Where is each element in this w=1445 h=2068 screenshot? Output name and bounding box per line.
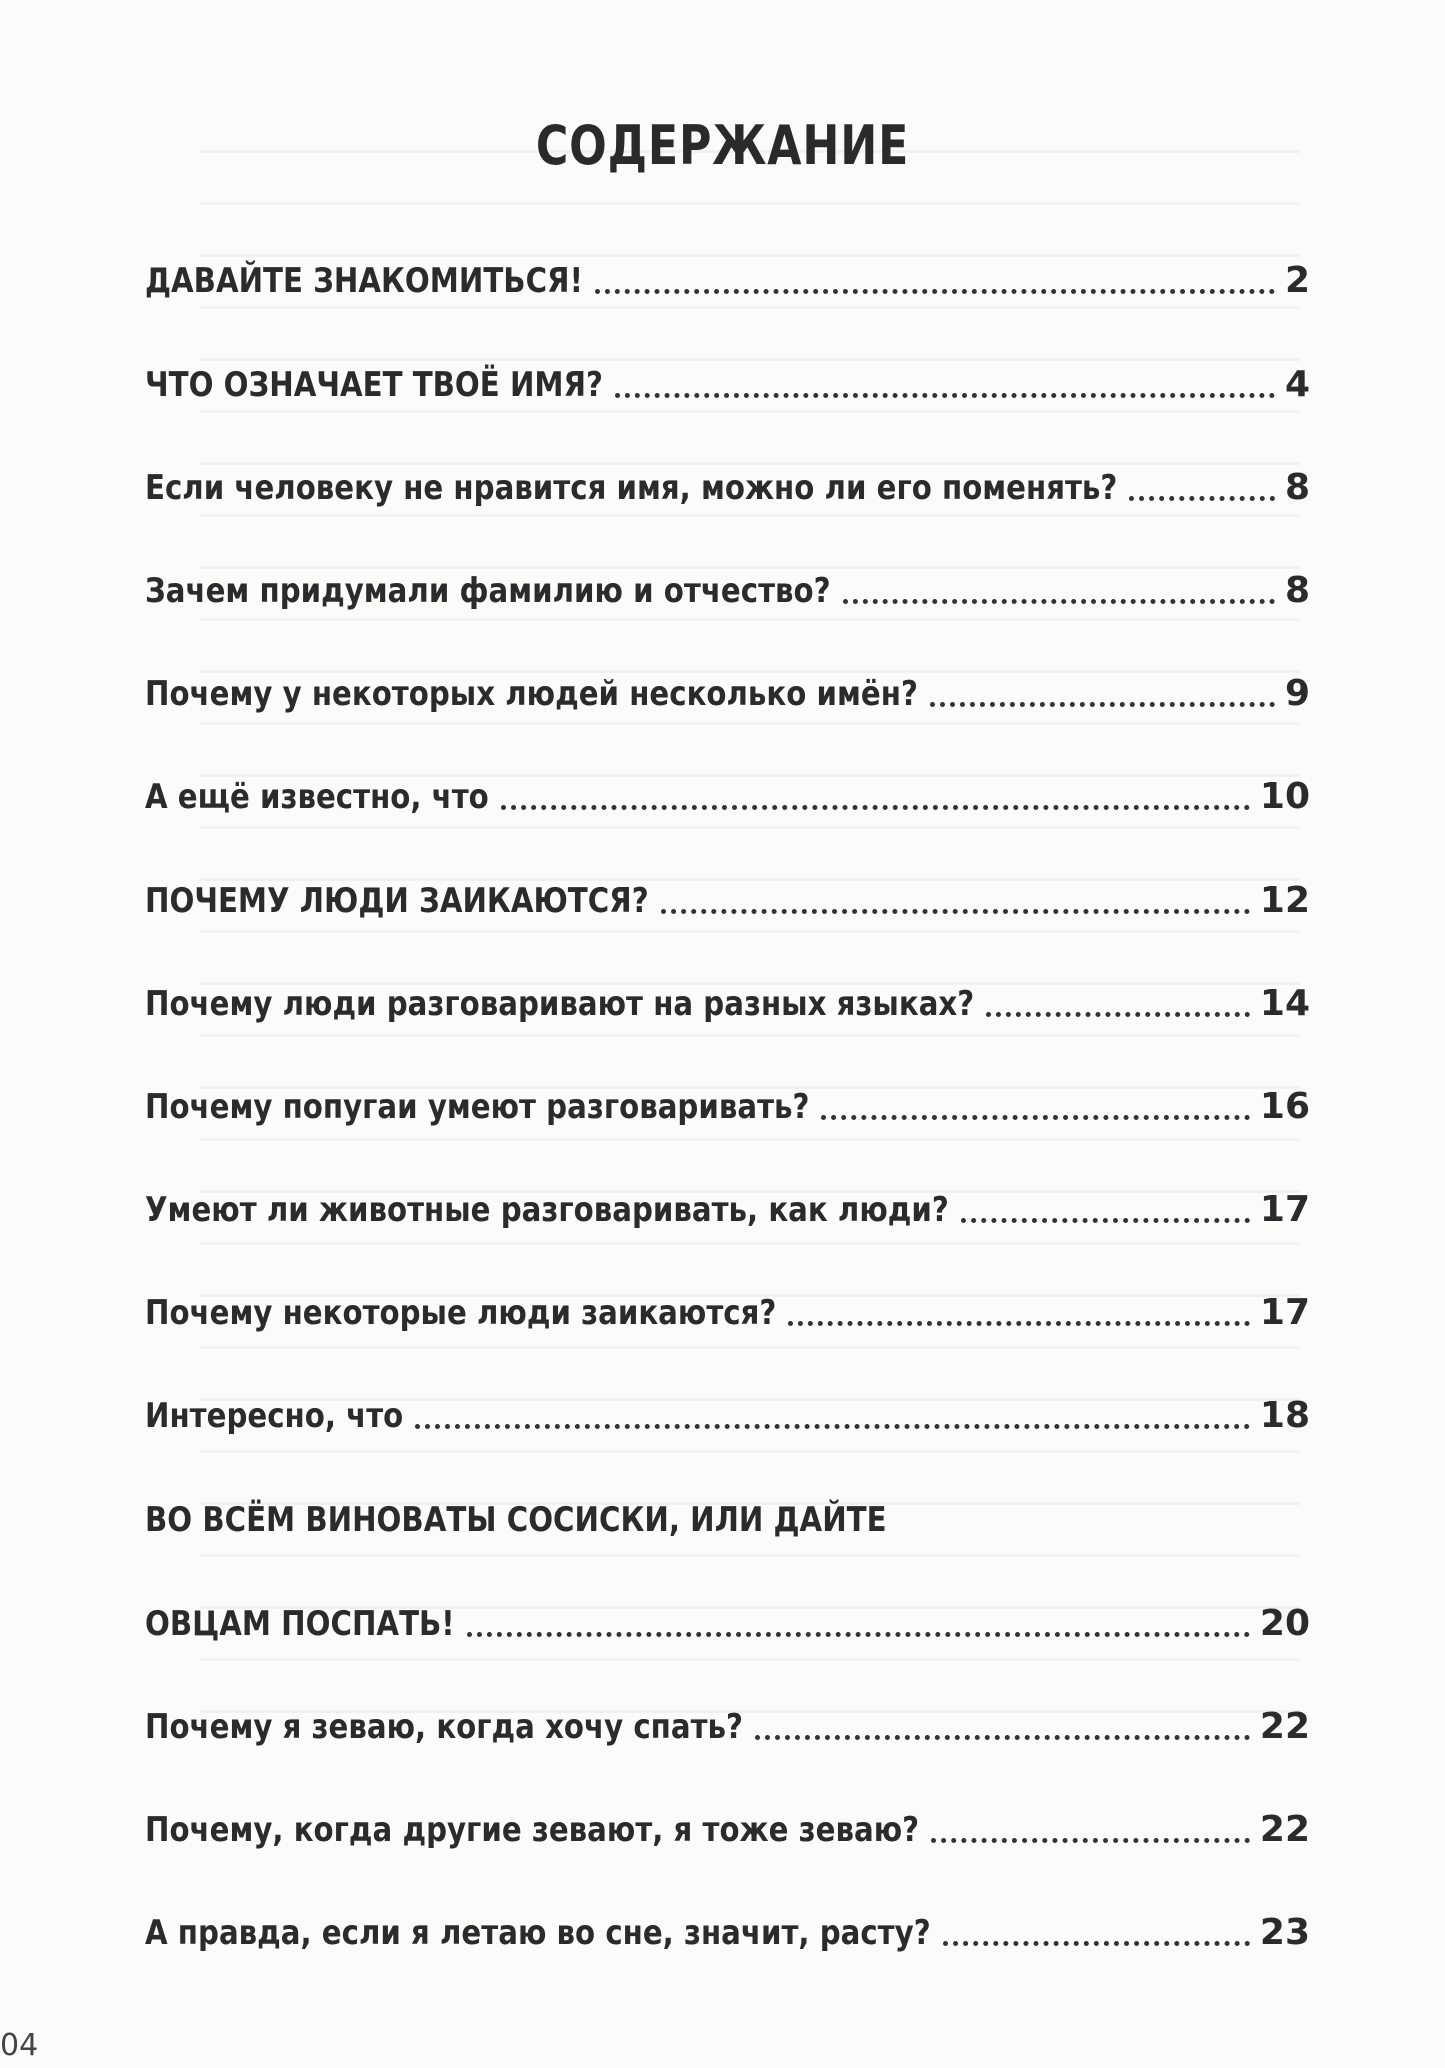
toc-entry-page: 2 <box>1284 260 1310 301</box>
toc-entry-page: 14 <box>1259 983 1310 1024</box>
toc-entry-yawn-sleepy[interactable] <box>145 1689 1310 1749</box>
toc-entry-page: 20 <box>1259 1603 1310 1644</box>
toc-entry-page: 12 <box>1259 880 1310 921</box>
dot-leader <box>661 909 1250 914</box>
dot-leader <box>821 1115 1249 1120</box>
toc-entry-page: 10 <box>1259 776 1310 817</box>
toc-entry-title: Интересно, что <box>145 1396 404 1436</box>
toc-entry-surname-patronymic[interactable] <box>145 553 1310 613</box>
toc-entry-title: Почему у некоторых людей несколько имён? <box>145 674 918 714</box>
toc-entry-title: Почему я зеваю, когда хочу спать? <box>145 1707 743 1747</box>
toc-entry-page: 18 <box>1259 1395 1310 1436</box>
toc-entry-sausages-line2[interactable] <box>145 1586 1310 1646</box>
toc-entry-title: Почему люди разговаривают на разных языках? <box>145 984 975 1024</box>
toc-entry-page: 17 <box>1259 1189 1310 1230</box>
toc-entry-title: ОВЦАМ ПОСПАТЬ! <box>145 1604 455 1644</box>
toc-entry-page: 16 <box>1259 1086 1310 1127</box>
toc-entry-different-languages[interactable] <box>145 966 1310 1026</box>
toc-entry-title: ВО ВСЁМ ВИНОВАТЫ СОСИСКИ, ИЛИ ДАЙТЕ <box>145 1500 887 1540</box>
dot-leader <box>943 1941 1250 1946</box>
dot-leader <box>501 805 1250 810</box>
toc-entry-page: 22 <box>1259 1809 1310 1850</box>
toc-entry-several-names[interactable] <box>145 656 1310 716</box>
toc-entry-change-name[interactable] <box>145 450 1310 510</box>
dot-leader <box>961 1218 1250 1223</box>
dot-leader <box>930 702 1275 707</box>
toc-entry-title: Почему некоторые люди заикаются? <box>145 1293 777 1333</box>
toc-entry-flying-dreams[interactable] <box>145 1895 1310 1955</box>
toc-entry-title: Зачем придумали фамилию и отчество? <box>145 571 831 611</box>
toc-entry-parrots-talk[interactable] <box>145 1069 1310 1129</box>
toc-entry-page: 9 <box>1284 673 1310 714</box>
toc-entry-page: 8 <box>1284 570 1310 611</box>
dot-leader <box>615 393 1275 398</box>
toc-entry-title: Если человеку не нравится имя, можно ли его поменять? <box>145 468 1118 508</box>
toc-entry-getting-acquainted[interactable] <box>145 243 1310 303</box>
dot-leader <box>788 1321 1250 1326</box>
toc-entry-contagious-yawn[interactable] <box>145 1792 1310 1852</box>
dot-leader <box>595 289 1275 294</box>
toc-entry-page: 4 <box>1284 364 1310 405</box>
dot-leader <box>415 1424 1250 1429</box>
toc-entry-sausages-line1[interactable] <box>145 1482 1310 1542</box>
dot-leader <box>986 1012 1250 1017</box>
toc-entry-page: 23 <box>1259 1912 1310 1953</box>
toc-entry-interesting-that[interactable] <box>145 1378 1310 1438</box>
toc-entry-title: ЧТО ОЗНАЧАЕТ ТВОЁ ИМЯ? <box>145 365 603 405</box>
dot-leader <box>467 1632 1250 1637</box>
toc-entry-what-your-name-means[interactable] <box>145 347 1310 407</box>
toc-entry-why-people-stutter[interactable] <box>145 863 1310 923</box>
toc-entry-title: ДАВАЙТЕ ЗНАКОМИТЬСЯ! <box>145 261 583 301</box>
toc-entry-animals-talk[interactable] <box>145 1172 1310 1232</box>
dot-leader <box>843 599 1275 604</box>
toc-entry-page: 22 <box>1259 1706 1310 1747</box>
toc-entry-some-people-stutter[interactable] <box>145 1275 1310 1335</box>
toc-entry-title: Почему попугаи умеют разговаривать? <box>145 1087 810 1127</box>
toc-entry-title: ПОЧЕМУ ЛЮДИ ЗАИКАЮТСЯ? <box>145 881 649 921</box>
dot-leader <box>1129 496 1275 501</box>
footer-page-number: 04 <box>0 2028 39 2063</box>
toc-entry-page: 17 <box>1259 1292 1310 1333</box>
dot-leader <box>931 1838 1250 1843</box>
toc-entry-title: Почему, когда другие зевают, я тоже зеваю? <box>145 1810 920 1850</box>
dot-leader <box>755 1735 1250 1740</box>
toc-entry-title: Умеют ли животные разговаривать, как люди? <box>145 1190 949 1230</box>
toc-entry-also-known[interactable] <box>145 759 1310 819</box>
toc-entry-title: А ещё известно, что <box>145 777 489 817</box>
page-title: СОДЕРЖАНИЕ <box>535 114 910 178</box>
toc-entry-page: 8 <box>1284 467 1310 508</box>
toc-entry-title: А правда, если я летаю во сне, значит, расту? <box>145 1913 931 1953</box>
